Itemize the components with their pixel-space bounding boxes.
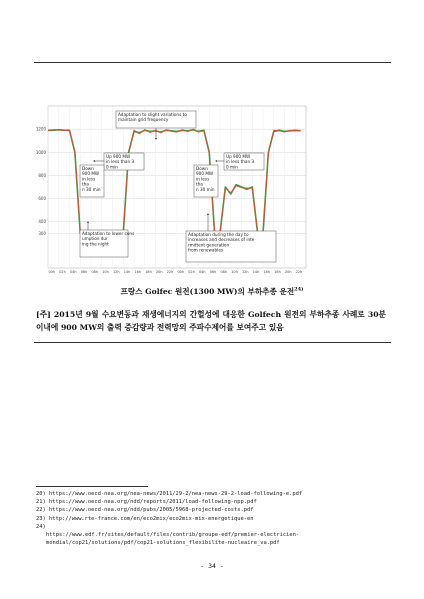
x-tick-label: 22h <box>166 270 174 274</box>
page-number: - 34 - <box>200 562 224 570</box>
footnote-rule <box>36 486 148 487</box>
x-tick-label: 10h <box>231 270 238 274</box>
annotation-text: Adaptation during the day to increases and decreases of inte rmittent generation from renewables <box>188 232 255 253</box>
load-following-chart <box>36 104 312 276</box>
x-tick-label: 04h <box>199 270 206 274</box>
x-tick-label: 16h <box>134 270 141 274</box>
x-tick-label: 06h <box>80 270 88 274</box>
caption-text: 프랑스 Golfec 원전(1300 MW)의 부하추종 운전 <box>120 287 295 296</box>
y-tick-label: 1200 <box>36 126 46 132</box>
footnote: https://www.edf.fr/sites/default/files/contrib/groupe-edf/premier-electricien-mondial/cop21/solutions/pdf/cop21-solutions_flexibilite-nucleaire_va.pdf <box>46 532 300 547</box>
x-tick-label: 02h <box>188 270 195 274</box>
y-tick-label: 800 <box>38 172 46 178</box>
x-tick-label: 00h <box>48 270 55 274</box>
top-rule <box>34 62 391 63</box>
annotation-text: Up 900 MW in less than 3 0 min <box>226 154 255 170</box>
y-tick-label: 400 <box>38 219 46 225</box>
x-tick-label: 22h <box>295 270 303 274</box>
annotation <box>194 165 218 197</box>
x-tick-label: 20h <box>285 270 292 274</box>
x-tick-label: 10h <box>102 270 109 274</box>
x-tick-label: 00h <box>177 270 184 274</box>
y-tick-label: 1000 <box>36 149 46 155</box>
y-tick-label: 300 <box>38 230 46 236</box>
footnote: 23) http://www.rte-france.com/en/eco2mix/eco2mix-mix-energetique-en <box>36 515 254 522</box>
footnote: 22) https://www.oecd-nea.org/ndd/pubs/2005/5968-projected-costs.pdf <box>36 507 254 514</box>
x-tick-label: 02h <box>59 270 66 274</box>
x-tick-label: 14h <box>123 270 131 274</box>
figure-caption <box>0 286 424 297</box>
footnotes <box>36 490 396 547</box>
footnote: 20) https://www.oecd-nea.org/nea-news/2011/29-2/nea-news-29-2-load-following-e.pdf <box>36 491 303 497</box>
x-tick-label: 16h <box>263 270 270 274</box>
caption-ref: 24) <box>294 286 304 293</box>
x-tick-label: 08h <box>91 270 98 274</box>
bottom-rule <box>34 342 391 343</box>
x-tick-label: 18h <box>145 270 152 274</box>
annotation-text: Down 900 MW in less tha n 30 min <box>82 166 101 192</box>
y-tick-label: 600 <box>38 196 46 202</box>
x-tick-label: 06h <box>209 270 217 274</box>
footnote: 21) https://www.oecd-nea.org/ndd/reports/2011/load-following-npp.pdf <box>36 499 257 506</box>
figure-note: [주] 2015년 9월 수요변동과 재생에너지의 간헐성에 대응한 Golfech 원전의 부하추종 사례로 30분 이내에 900 MW의 출력 증감량과 전력망의 주파수제어를 보여주고 있음 <box>36 310 386 332</box>
annotation <box>80 165 104 197</box>
annotation-text: Adaptation to lower cons umption dur ing the night <box>82 231 135 247</box>
annotation-text: Down 900 MW in less tha n 30 min <box>196 166 215 192</box>
x-tick-label: 08h <box>220 270 227 274</box>
x-tick-label: 20h <box>156 270 163 274</box>
x-tick-label: 14h <box>252 270 260 274</box>
x-tick-label: 12h <box>113 270 120 274</box>
x-tick-label: 18h <box>274 270 281 274</box>
annotation-text: Up 900 MW in less than 3 0 min <box>106 154 135 170</box>
x-tick-label: 04h <box>70 270 77 274</box>
annotation-text: Adaptation to slight variations to maintain grid frequency <box>118 112 187 123</box>
x-tick-label: 12h <box>242 270 249 274</box>
footnote: 24) <box>36 523 46 530</box>
